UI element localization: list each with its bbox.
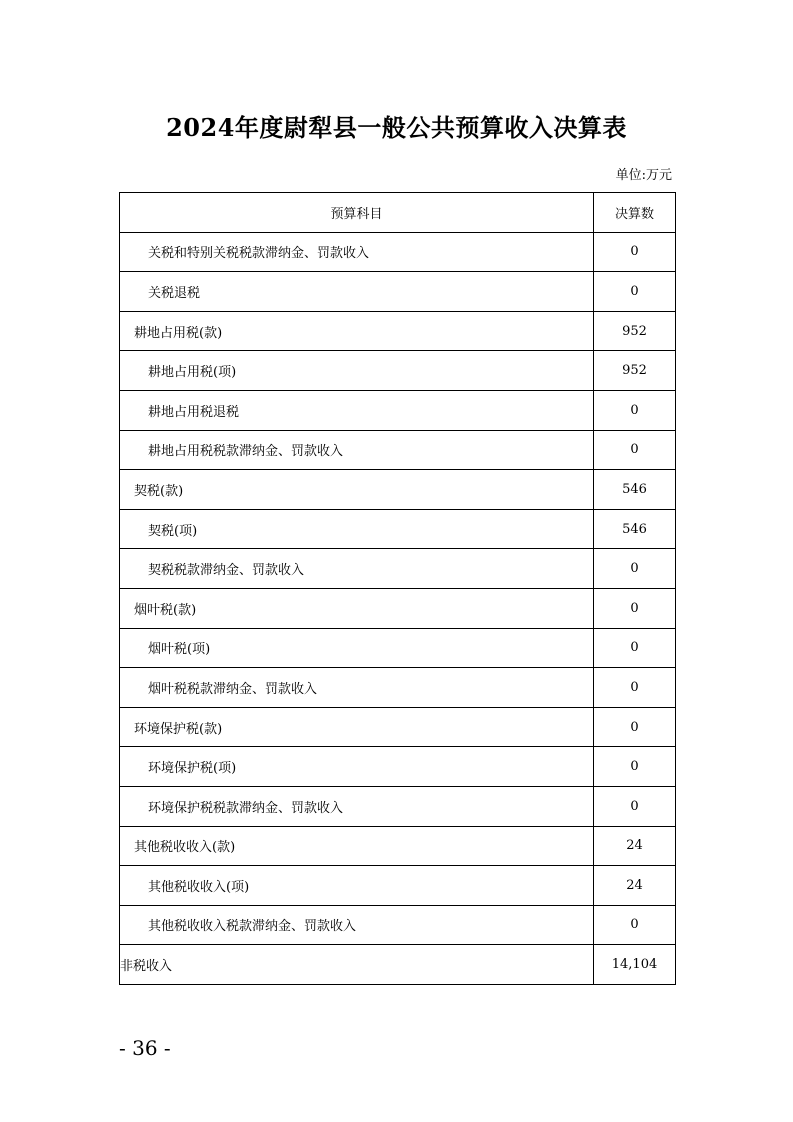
unit-label: 单位:万元 bbox=[615, 168, 672, 183]
column-header-item: 预算科目 bbox=[120, 193, 594, 233]
table-row bbox=[120, 430, 676, 470]
row-label: 耕地占用税退税 bbox=[120, 390, 594, 430]
row-label: 耕地占用税(款) bbox=[120, 311, 594, 351]
row-value: 952 bbox=[594, 311, 676, 351]
row-value: 24 bbox=[594, 826, 676, 866]
table-row bbox=[120, 668, 676, 708]
table-header-row bbox=[120, 193, 676, 233]
row-value: 952 bbox=[594, 351, 676, 391]
row-label: 非税收入 bbox=[120, 945, 594, 985]
row-label: 环境保护税(项) bbox=[120, 747, 594, 787]
row-label: 环境保护税(款) bbox=[120, 707, 594, 747]
row-label: 环境保护税税款滞纳金、罚款收入 bbox=[120, 786, 594, 826]
table-row bbox=[120, 272, 676, 312]
row-value: 0 bbox=[594, 628, 676, 668]
row-label: 烟叶税(款) bbox=[120, 588, 594, 628]
row-value: 0 bbox=[594, 549, 676, 589]
row-label: 耕地占用税税款滞纳金、罚款收入 bbox=[120, 430, 594, 470]
column-header-amount: 决算数 bbox=[594, 193, 676, 233]
table-row bbox=[120, 747, 676, 787]
row-label: 契税税款滞纳金、罚款收入 bbox=[120, 549, 594, 589]
page-number: - 36 - bbox=[119, 1036, 171, 1060]
table-row bbox=[120, 826, 676, 866]
row-label: 其他税收收入税款滞纳金、罚款收入 bbox=[120, 905, 594, 945]
row-label: 关税退税 bbox=[120, 272, 594, 312]
table-row bbox=[120, 311, 676, 351]
table-row bbox=[120, 866, 676, 906]
row-value: 0 bbox=[594, 786, 676, 826]
row-label: 其他税收收入(项) bbox=[120, 866, 594, 906]
table-row bbox=[120, 351, 676, 391]
row-value: 0 bbox=[594, 905, 676, 945]
row-label: 契税(项) bbox=[120, 509, 594, 549]
table-row bbox=[120, 905, 676, 945]
row-label: 耕地占用税(项) bbox=[120, 351, 594, 391]
row-value: 0 bbox=[594, 707, 676, 747]
table-row bbox=[120, 390, 676, 430]
row-value: 24 bbox=[594, 866, 676, 906]
row-value: 546 bbox=[594, 509, 676, 549]
table-row bbox=[120, 945, 676, 985]
page-title: 2024年度尉犁县一般公共预算收入决算表 bbox=[166, 113, 627, 142]
row-value: 0 bbox=[594, 390, 676, 430]
table-row bbox=[120, 628, 676, 668]
row-value: 0 bbox=[594, 668, 676, 708]
row-value: 0 bbox=[594, 272, 676, 312]
row-label: 烟叶税税款滞纳金、罚款收入 bbox=[120, 668, 594, 708]
row-value: 0 bbox=[594, 430, 676, 470]
table-row bbox=[120, 549, 676, 589]
table-row bbox=[120, 786, 676, 826]
table-row bbox=[120, 588, 676, 628]
row-value: 546 bbox=[594, 470, 676, 510]
table-row bbox=[120, 707, 676, 747]
row-label: 契税(款) bbox=[120, 470, 594, 510]
table-row bbox=[120, 509, 676, 549]
row-value: 0 bbox=[594, 588, 676, 628]
row-value: 0 bbox=[594, 232, 676, 272]
table-row bbox=[120, 232, 676, 272]
table-row bbox=[120, 470, 676, 510]
row-label: 关税和特别关税税款滞纳金、罚款收入 bbox=[120, 232, 594, 272]
row-value: 14,104 bbox=[594, 945, 676, 985]
row-label: 其他税收收入(款) bbox=[120, 826, 594, 866]
row-value: 0 bbox=[594, 747, 676, 787]
budget-table bbox=[119, 192, 676, 985]
row-label: 烟叶税(项) bbox=[120, 628, 594, 668]
